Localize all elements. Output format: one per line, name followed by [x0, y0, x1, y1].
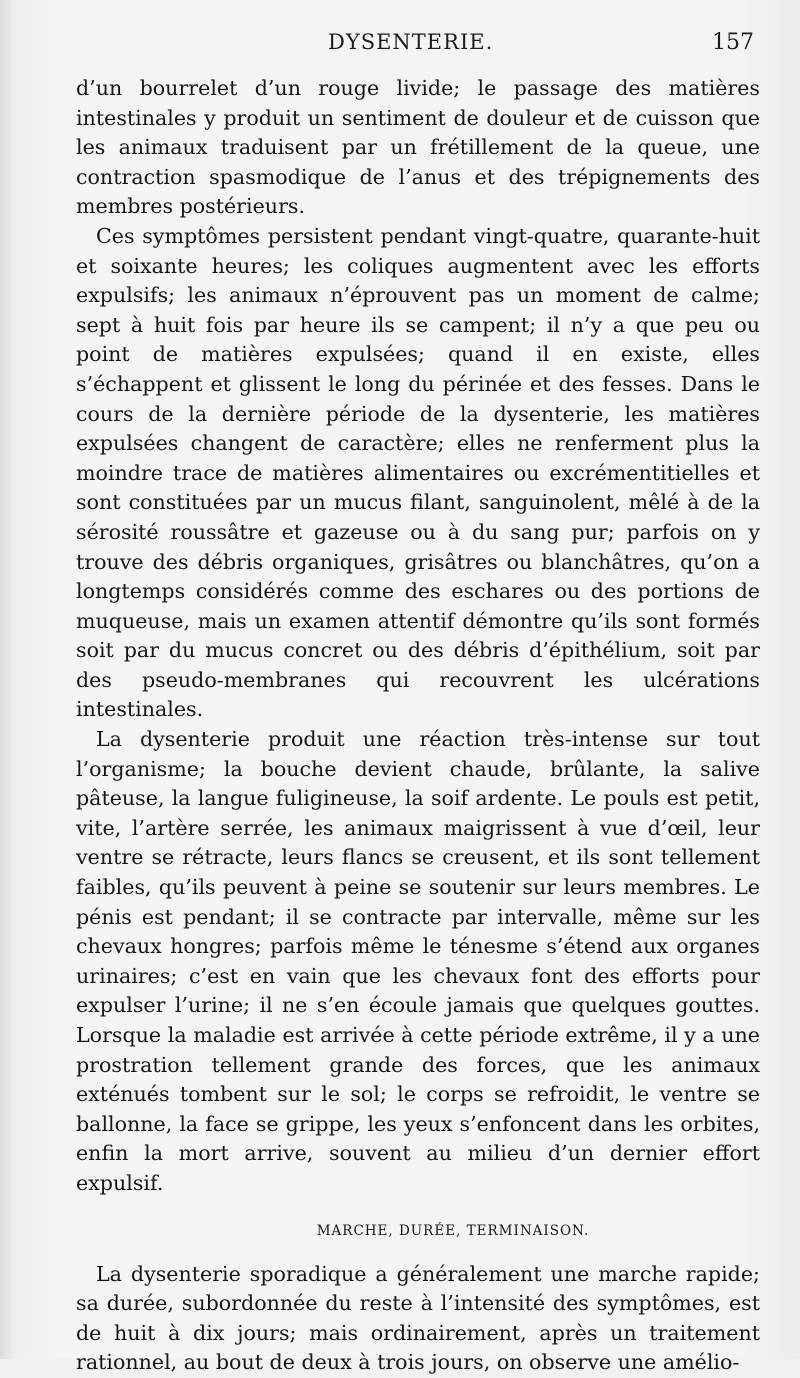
paragraph-course: La dysenterie sporadique a généralement une marche rapide; sa durée, subordonnée du reste à l’intensité des symptômes, est de huit à dix jours; mais ordinairement, après un traitement rationnel, au bout de deux à trois jours, on observe une amélio-: [76, 1261, 760, 1375]
page-header: [0, 30, 800, 60]
section-heading: MARCHE, DURÉE, TERMINAISON.: [316, 1222, 590, 1239]
body-text: [76, 74, 760, 1378]
paragraph-continuation: d’un bourrelet d’un rouge livide; le passage des matières intestinales y produit un sentiment de douleur et de cuisson que les animaux traduisent par un frétillement de la queue, une contraction spasmodique de l’anus et des trépignements des membres postérieurs.: [76, 76, 760, 219]
page-number: 157: [712, 30, 754, 55]
running-title: DYSENTERIE.: [328, 30, 494, 54]
paragraph-reaction: La dysenterie produit une réaction très-intense sur tout l’organisme; la bouche devient chaude, brûlante, la salive pâteuse, la langue fuligineuse, la soif ardente. Le pouls est petit, vite, l’artère serrée, les animaux maigrissent à vue d’œil, leur ventre se rétracte, leurs flancs se creusent, et ils sont tellement faibles, qu’ils peuvent à peine se soutenir sur leurs membres. Le pénis est pendant; il se contracte par intervalle, même sur les chevaux hongres; parfois même le ténesme s’étend aux organes urinaires; c’est en vain que les chevaux font des efforts pour expulser l’urine; il ne s’en écoule jamais que quelques gouttes. Lorsque la maladie est arrivée à cette période extrême, il y a une prostration tellement grande des forces, que les animaux exténués tombent sur le sol; le corps se refroidit, le ventre se ballonne, la face se grippe, les yeux s’enfoncent dans les orbites, enfin la mort arrive, souvent au milieu d’un dernier effort expulsif.: [76, 727, 760, 1195]
paragraph-symptoms: Ces symptômes persistent pendant vingt-quatre, quarante-huit et soixante heures; les coliques augmentent avec les efforts expulsifs; les animaux n’éprouvent pas un moment de calme; sept à huit fois par heure ils se campent; il n’y a que peu ou point de matières expulsées; quand il en existe, elles s’échappent et glissent le long du périnée et des fesses. Dans le cours de la dernière période de la dysenterie, les matières expulsées changent de caractère; elles ne renferment plus la moindre trace de matières alimentaires ou excrémentitielles et sont constituées par un mucus filant, sanguinolent, mêlé à de la sérosité roussâtre et gazeuse ou à du sang pur; parfois on y trouve des débris organiques, grisâtres ou blanchâtres, qu’on a longtemps considérés comme des eschares ou des portions de muqueuse, mais un examen attentif démontre qu’ils sont formés soit par du mucus concret ou des débris d’épithélium, soit par des pseudo-membranes qui recouvrent les ulcérations intestinales.: [76, 223, 760, 722]
